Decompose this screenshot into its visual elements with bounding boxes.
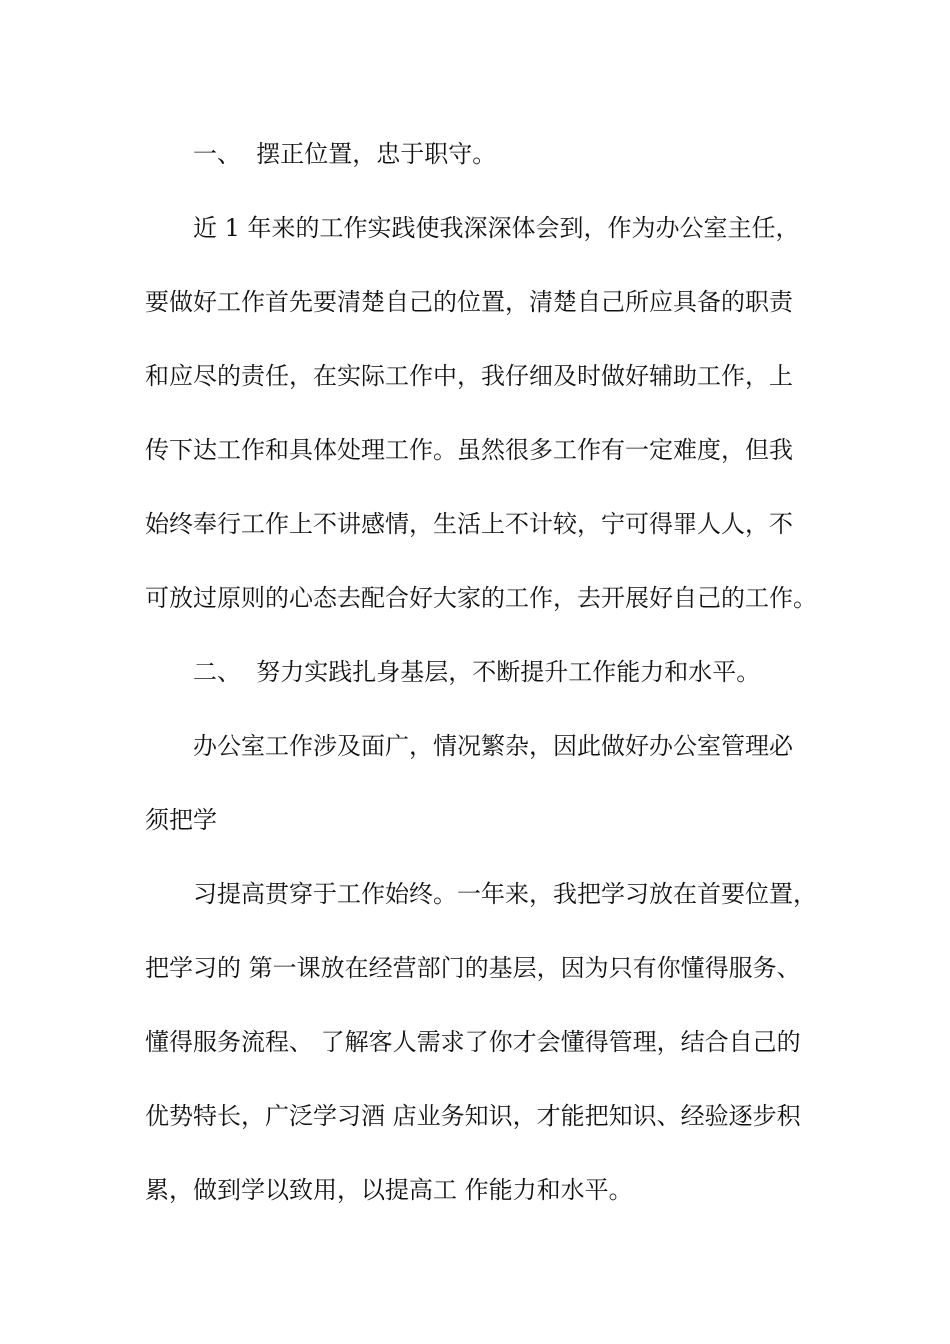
section-heading-1: 一、 摆正位置，忠于职守。 [193, 140, 497, 168]
paragraph-line: 办公室工作涉及面广，情况繁杂，因此做好办公室管理必 [193, 732, 793, 760]
paragraph-line: 可放过原则的心态去配合好大家的工作，去开展好自己的工作。 [145, 584, 817, 612]
paragraph-line: 累，做到学以致用，以提高工 作能力和水平。 [145, 1176, 633, 1204]
paragraph-line: 要做好工作首先要清楚自己的位置，清楚自己所应具备的职责 [145, 288, 793, 316]
paragraph-line: 和应尽的责任，在实际工作中，我仔细及时做好辅助工作，上 [145, 362, 793, 390]
section-heading-2: 二、 努力实践扎身基层，不断提升工作能力和水平。 [193, 658, 761, 686]
paragraph-line: 始终奉行工作上不讲感情，生活上不计较，宁可得罪人人，不 [145, 510, 793, 538]
paragraph-line: 优势特长，广泛学习酒 店业务知识，才能把知识、经验逐步积 [145, 1102, 801, 1130]
paragraph-line: 须把学 [145, 806, 217, 834]
paragraph-line: 近 1 年来的工作实践使我深深体会到，作为办公室主任， [193, 214, 800, 242]
paragraph-line: 把学习的 第一课放在经营部门的基层，因为只有你懂得服务、 [145, 954, 801, 982]
paragraph-line: 习提高贯穿于工作始终。一年来，我把学习放在首要位置， [193, 880, 817, 908]
paragraph-line: 传下达工作和具体处理工作。虽然很多工作有一定难度，但我 [145, 436, 793, 464]
paragraph-line: 懂得服务流程、 了解客人需求了你才会懂得管理，结合自己的 [145, 1028, 801, 1056]
